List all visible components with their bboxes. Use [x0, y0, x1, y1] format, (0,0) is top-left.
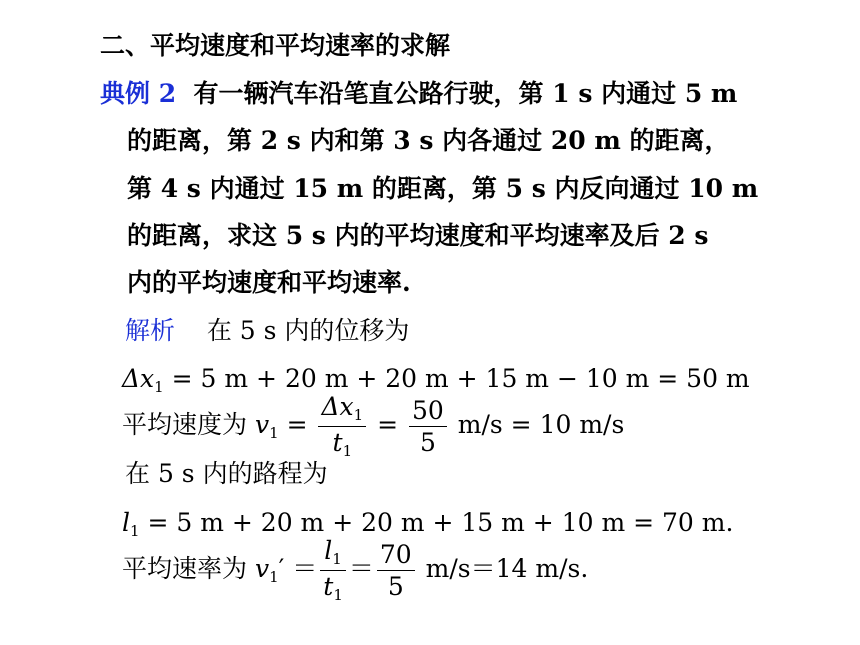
- example-line-1: [100, 79, 737, 109]
- fullwidth-equals-2: ＝: [348, 554, 374, 583]
- equals-sign: =: [278, 410, 316, 439]
- path-rhs: = 5 m + 20 m + 20 m + 15 m + 10 m = 70 m.: [139, 508, 734, 537]
- displacement-symbol: Δx: [122, 364, 155, 393]
- fraction-l-numerator-subscript: 1: [332, 550, 342, 568]
- avg-speed-prime: ′: [278, 554, 285, 583]
- fullwidth-equals-3: ＝: [470, 554, 496, 583]
- fraction-delta-x-over-t: [318, 394, 366, 459]
- fraction-50-numerator: 50: [409, 398, 447, 427]
- example-line-4: 的距离，求这 5 s 内的平均速度和平均速率及后 2 s: [127, 221, 709, 250]
- avg-velocity-symbol: v: [254, 410, 270, 439]
- fraction-t-denominator-subscript: 1: [333, 586, 343, 604]
- example-text-1: 有一辆汽车沿笔直公路行驶，第 1 s 内通过 5 m: [193, 79, 738, 108]
- path-symbol: l: [122, 508, 130, 537]
- fraction-70-numerator: 70: [377, 542, 415, 571]
- fraction-t-denominator: t: [323, 572, 334, 601]
- fraction-numerator: Δx: [321, 392, 354, 421]
- example-label: 典例 2: [100, 79, 177, 108]
- solution-intro: 在 5 s 内的位移为: [206, 316, 410, 345]
- fraction-70-denominator: 5: [387, 572, 404, 601]
- fraction-50-denominator: 5: [419, 428, 436, 457]
- avg-speed-subscript: 1: [269, 568, 279, 586]
- avg-velocity-prefix: 平均速度为: [122, 410, 255, 439]
- fullwidth-equals: ＝: [292, 554, 318, 583]
- avg-velocity-result: m/s = 10 m/s: [449, 410, 625, 439]
- solution-intro-line: [125, 316, 409, 346]
- avg-speed-symbol: v: [254, 554, 270, 583]
- fraction-70-over-5: [377, 542, 415, 599]
- fraction-denominator: t: [332, 428, 343, 457]
- example-line-2: 的距离，第 2 s 内和第 3 s 内各通过 20 m 的距离，: [127, 126, 730, 155]
- displacement-subscript: 1: [154, 378, 164, 396]
- solution-label: 解析: [125, 316, 176, 345]
- avg-speed-unit: m/s: [417, 554, 471, 583]
- example-line-5: 内的平均速度和平均速率.: [127, 268, 411, 297]
- avg-velocity-subscript: 1: [269, 424, 279, 442]
- fraction-l-over-t: [320, 538, 346, 603]
- path-intro: 在 5 s 内的路程为: [125, 459, 328, 488]
- average-speed-equation: [122, 536, 589, 604]
- avg-speed-result: 14 m/s.: [495, 554, 589, 583]
- displacement-rhs: = 5 m + 20 m + 20 m + 15 m − 10 m = 50 m: [163, 364, 750, 393]
- equals-sign-2: =: [369, 410, 407, 439]
- section-title: 二、平均速度和平均速率的求解: [100, 31, 451, 60]
- fraction-l-numerator: l: [324, 536, 333, 565]
- path-subscript: 1: [130, 522, 140, 540]
- fraction-denominator-subscript: 1: [342, 442, 353, 460]
- avg-speed-prefix: 平均速率为: [122, 554, 255, 583]
- fraction-numerator-subscript: 1: [353, 406, 364, 424]
- fraction-50-over-5: [409, 398, 447, 455]
- example-line-3: 第 4 s 内通过 15 m 的距离，第 5 s 内反向通过 10 m: [127, 174, 759, 203]
- average-velocity-equation: [122, 392, 625, 460]
